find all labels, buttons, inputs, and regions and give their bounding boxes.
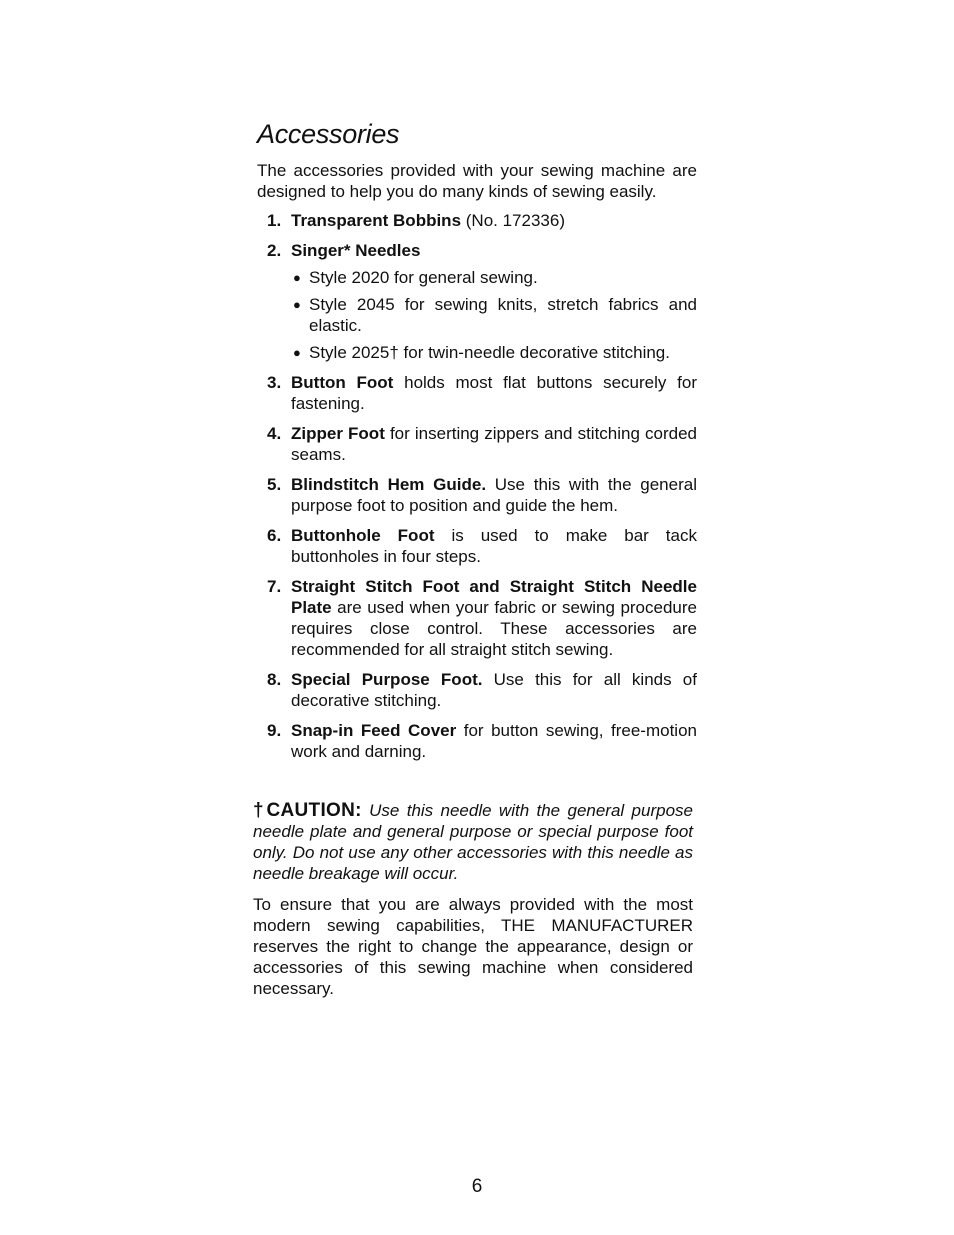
item-text: for button sewing, free-motion work and darning. — [291, 721, 697, 761]
list-item-button-foot — [257, 372, 697, 414]
item-number: 4. — [267, 424, 282, 443]
list-item-needles — [257, 240, 697, 363]
item-name: Blindstitch Hem Guide. — [291, 475, 487, 494]
item-name: Snap-in Feed Cover — [291, 721, 457, 740]
item-number: 2. — [267, 241, 282, 260]
item-number: 3. — [267, 373, 282, 392]
manufacturer-notice: To ensure that you are always provided with the most modern sewing capabilities, THE MANUFACTURER reserves the right to change the appearance, design or accessories of this sewing machine when considered necessary. — [253, 895, 693, 998]
caution-note — [253, 800, 693, 884]
item-text: Use this for all kinds of decorative stitching. — [291, 670, 697, 710]
needle-styles-list — [291, 267, 697, 363]
list-item-bobbins — [257, 210, 697, 231]
item-name: Transparent Bobbins — [291, 211, 462, 230]
list-item-zipper-foot — [257, 423, 697, 465]
item-number: 6. — [267, 526, 282, 545]
list-item-straight-stitch — [257, 576, 697, 660]
item-text: (No. 172336) — [461, 211, 565, 230]
item-text: Use this with the general purpose foot to position and guide the hem. — [291, 475, 697, 515]
list-item-feed-cover — [257, 720, 697, 762]
item-text: is used to make bar tack buttonholes in four steps. — [291, 526, 697, 566]
item-name: Special Purpose Foot. — [291, 670, 483, 689]
caution-label: †CAUTION: — [253, 800, 362, 821]
list-item-buttonhole-foot — [257, 525, 697, 567]
item-name: Zipper Foot — [291, 424, 385, 443]
item-number: 8. — [267, 670, 282, 689]
item-name: Singer* Needles — [291, 241, 421, 260]
needle-style-item: ● Style 2025† for twin-needle decorative stitching. — [293, 343, 670, 362]
bullet-icon: ● — [293, 345, 301, 360]
item-text: are used when your fabric or sewing procedure requires close control. These accessories are recommended for all straight stitch sewing. — [291, 598, 697, 659]
bullet-icon: ● — [293, 270, 301, 285]
page-title: Accessories — [257, 119, 400, 149]
bullet-icon: ● — [293, 297, 301, 312]
list-item-blindstitch-guide — [257, 474, 697, 516]
item-number: 9. — [267, 721, 282, 740]
caution-text: Use this needle with the general purpose needle plate and general purpose or special purpose foot only. Do not use any other accessories with this needle as needle breakage will occur. — [253, 801, 693, 883]
intro-paragraph: The accessories provided with your sewing machine are designed to help you do many kinds of sewing easily. — [257, 161, 697, 201]
item-number: 7. — [267, 577, 282, 596]
item-name: Straight Stitch Foot and Straight Stitch Needle Plate — [291, 577, 697, 617]
item-text: holds most flat buttons securely for fastening. — [291, 373, 697, 413]
item-text: for inserting zippers and stitching corded seams. — [291, 424, 697, 464]
accessories-list — [257, 210, 697, 762]
needle-style-item: ● Style 2020 for general sewing. — [293, 268, 538, 287]
item-name: Button Foot — [291, 373, 394, 392]
item-number: 1. — [267, 211, 282, 230]
item-number: 5. — [267, 475, 282, 494]
needle-style-item: ● Style 2045 for sewing knits, stretch fabrics and elastic. — [293, 295, 697, 335]
page-number: 6 — [471, 1176, 483, 1197]
item-name: Buttonhole Foot — [291, 526, 435, 545]
list-item-special-purpose-foot — [257, 669, 697, 711]
accessories-page — [253, 118, 697, 999]
